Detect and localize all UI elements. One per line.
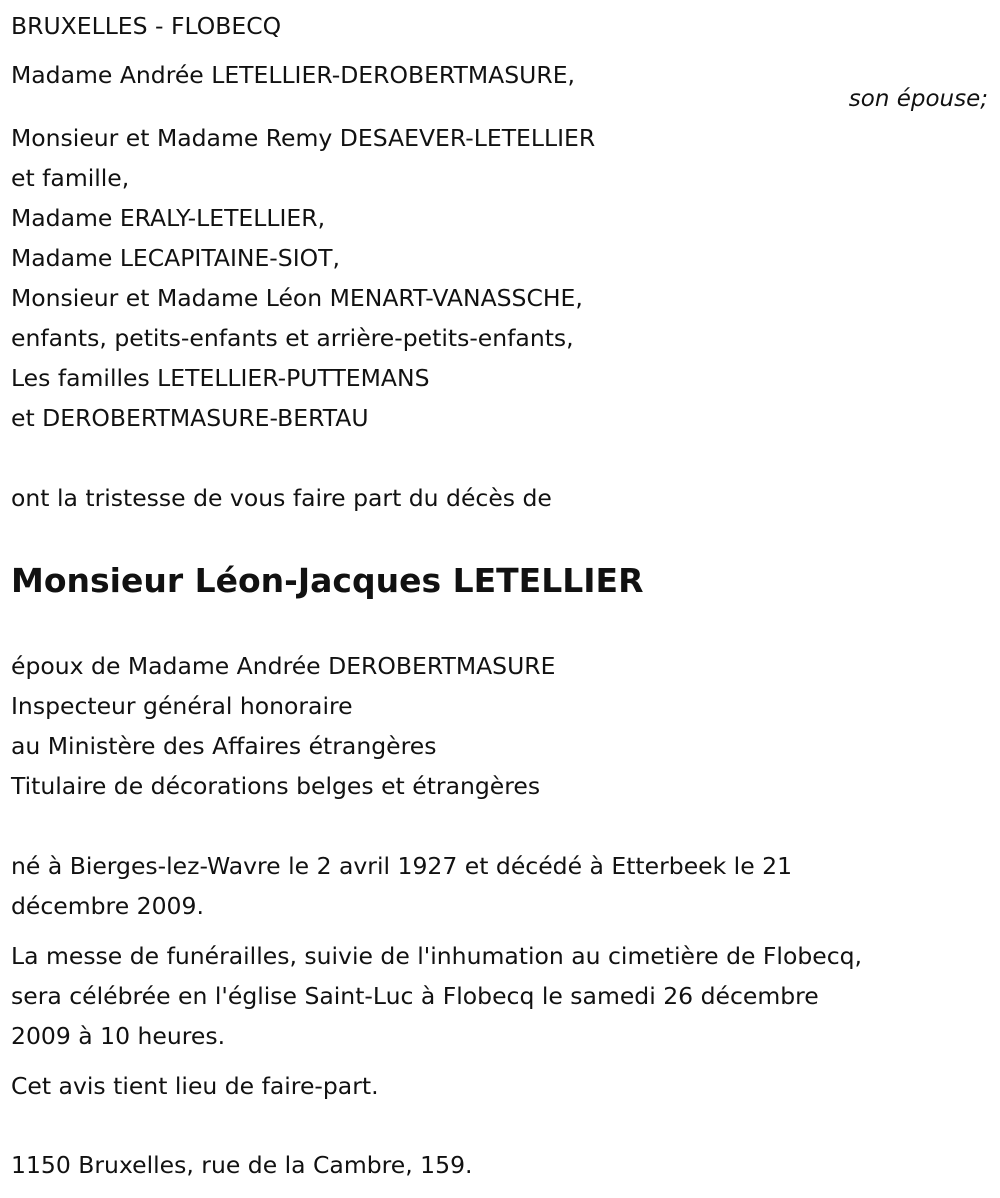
location-header: BRUXELLES - FLOBECQ [11,12,282,40]
family-line: Madame LECAPITAINE-SIOT, [11,244,340,272]
title-line: époux de Madame Andrée DEROBERTMASURE [11,652,556,680]
funeral-line: sera célébrée en l'église Saint-Luc à Flobecq le samedi 26 décembre [11,982,819,1010]
title-line: Titulaire de décorations belges et étrangères [11,772,541,800]
birth-death-line: décembre 2009. [11,892,204,920]
family-line: Monsieur et Madame Remy DESAEVER-LETELLIER [11,124,596,152]
family-line: Madame ERALY-LETELLIER, [11,204,326,232]
family-line: et DEROBERTMASURE-BERTAU [11,404,369,432]
deceased-name: Monsieur Léon-Jacques LETELLIER [11,561,644,600]
family-line: et famille, [11,164,130,192]
family-line: Les familles LETELLIER-PUTTEMANS [11,364,430,392]
title-line: Inspecteur général honoraire [11,692,353,720]
family-line: Monsieur et Madame Léon MENART-VANASSCHE, [11,284,583,312]
family-line: enfants, petits-enfants et arrière-petits-enfants, [11,324,574,352]
funeral-line: La messe de funérailles, suivie de l'inhumation au cimetière de Flobecq, [11,942,863,970]
announcement-text: ont la tristesse de vous faire part du décès de [11,484,552,512]
notice-text: Cet avis tient lieu de faire-part. [11,1072,379,1100]
spouse-name: Madame Andrée LETELLIER-DEROBERTMASURE, [11,61,576,89]
funeral-line: 2009 à 10 heures. [11,1022,226,1050]
address-text: 1150 Bruxelles, rue de la Cambre, 159. [11,1151,473,1179]
birth-death-line: né à Bierges-lez-Wavre le 2 avril 1927 et décédé à Etterbeek le 21 [11,852,793,880]
spouse-role: son épouse; [848,86,988,112]
title-line: au Ministère des Affaires étrangères [11,732,437,760]
